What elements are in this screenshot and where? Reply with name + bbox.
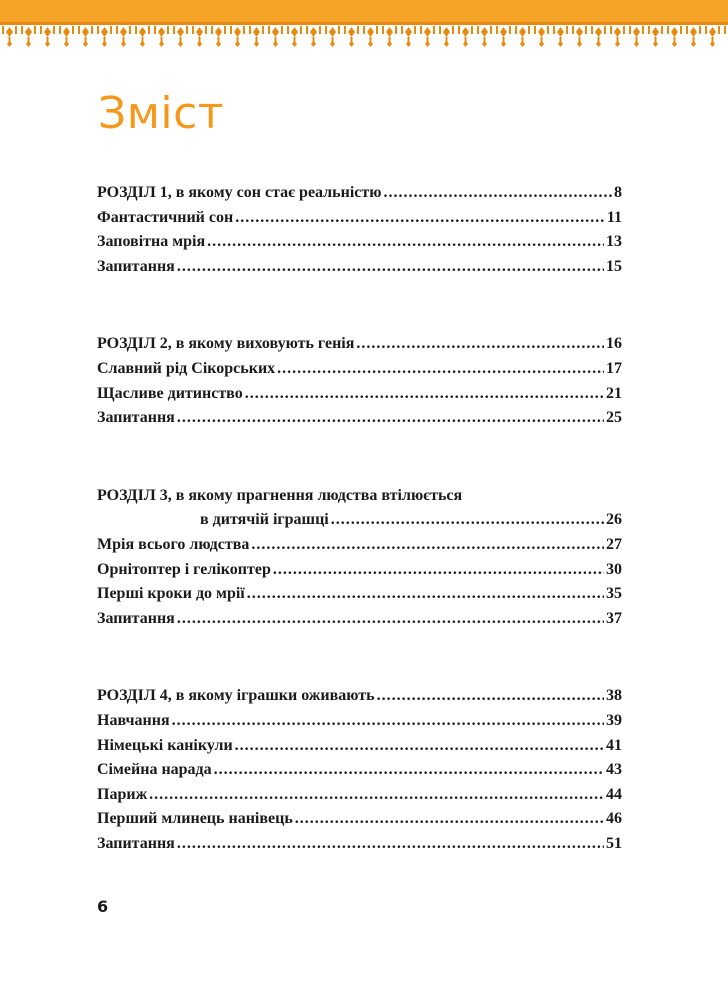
ornament-motif [456,22,475,50]
dot-leader [177,835,604,853]
dot-leader [177,258,604,276]
ornament-motif [380,22,399,50]
toc-entry-title: Мрія всього людства [97,535,250,553]
toc-entry-title: Німецькі канікули [97,736,233,754]
toc-entry[interactable] [97,385,622,410]
toc-entry-page: 16 [606,335,622,353]
toc-entry-page: 11 [606,208,622,226]
toc-entry[interactable] [97,786,622,811]
ornament-motif [399,22,418,50]
toc-entry-page: 13 [606,233,622,251]
ornament-motif [190,22,209,50]
dot-leader [377,687,604,705]
toc-entry[interactable] [97,712,622,737]
ornament-motif [209,22,228,50]
toc-entry[interactable] [97,233,622,258]
toc-entry-page: 38 [606,687,622,705]
toc-entry[interactable] [97,761,622,786]
ornament-motif [304,22,323,50]
toc-entry-page: 46 [606,810,622,828]
dot-leader [235,737,604,755]
ornament-motif [247,22,266,50]
dot-leader [356,335,604,353]
toc-entry-title: Париж [97,785,148,803]
page-number: 6 [97,897,109,916]
toc-entry-page: 21 [606,384,622,402]
ornament-motif [665,22,684,50]
toc-entry-page: 44 [606,785,622,803]
ornament-motif [513,22,532,50]
toc-entry-page: 25 [606,409,622,427]
ornament-motif [76,22,95,50]
dot-leader [331,511,604,529]
toc-entry[interactable] [97,610,622,635]
ornament-motif [722,22,728,50]
toc-section-3 [97,487,622,635]
ornament-motif [494,22,513,50]
dot-leader [251,536,604,554]
ornament-motif [19,22,38,50]
toc-entry-title: Запитання [97,609,175,627]
toc-entry-title: Запитання [97,834,175,852]
toc-entry-title: Щасливе дитинство [97,384,243,402]
ornament-motif [570,22,589,50]
dot-leader [247,585,604,603]
ornament-motif [361,22,380,50]
toc-entry-title: в дитячій іграшці [200,511,329,529]
toc-entry-title: РОЗДІЛ 1, в якому сон стає реальністю [97,184,382,201]
toc-entry-page: 26 [606,511,622,529]
toc-section-4 [97,687,622,859]
dot-leader [172,712,604,730]
toc-entry[interactable] [97,511,622,536]
toc-entry-page: 15 [606,257,622,275]
decorative-top-band [0,0,728,22]
toc-entry[interactable] [97,835,622,860]
toc-entry[interactable] [97,737,622,762]
dot-leader [149,786,604,804]
ornament-motif [228,22,247,50]
toc-entry-page: 37 [606,609,622,627]
toc-section-1 [97,184,622,282]
dot-leader [245,385,604,403]
toc-entry-page: 17 [606,359,622,377]
ornament-motif [95,22,114,50]
toc-entry-title: Запитання [97,409,175,427]
dot-leader [235,209,605,227]
toc-entry-page: 43 [606,761,622,779]
ornament-motif [627,22,646,50]
ornament-motif [703,22,722,50]
toc-entry-title: Перші кроки до мрії [97,585,245,603]
dot-leader [295,810,604,828]
toc-entry[interactable] [97,536,622,561]
ornament-motif [532,22,551,50]
dot-leader [273,561,604,579]
dot-leader [207,233,604,251]
ornament-motif [38,22,57,50]
toc-entry[interactable] [97,409,622,434]
dot-leader [177,610,604,628]
ornament-motif [684,22,703,50]
ornament-motif [608,22,627,50]
toc-entry[interactable] [97,360,622,385]
toc-section-2 [97,335,622,433]
toc-entry-title: Навчання [97,711,170,729]
ornament-motif [551,22,570,50]
ornament-motif [0,22,19,50]
toc-entry-page: 8 [614,184,622,201]
toc-entry[interactable] [97,585,622,610]
toc-entry-page: 30 [606,560,622,578]
dot-leader [277,360,604,378]
toc-entry-title: Сімейна нарада [97,761,212,779]
ornament-motif [437,22,456,50]
ornament-motif [57,22,76,50]
table-of-contents [97,184,622,859]
toc-entry-title: Орнітоптер і гелікоптер [97,560,271,578]
toc-entry[interactable] [97,810,622,835]
toc-entry-page: 39 [606,711,622,729]
dot-leader [383,184,612,202]
ornament-motif [323,22,342,50]
ornament-motif [133,22,152,50]
dot-leader [177,409,604,427]
toc-entry-page: 41 [606,736,622,754]
toc-entry[interactable] [97,209,622,234]
ornament-motif [589,22,608,50]
toc-entry-title: Запитання [97,257,175,275]
embroidery-ornament-border [0,22,728,50]
dot-leader [214,761,604,779]
ornament-motif [285,22,304,50]
toc-chapter-heading[interactable]: РОЗДІЛ 3, в якому прагнення людства втілюється [97,486,463,504]
ornament-motif [418,22,437,50]
toc-entry[interactable] [97,561,622,586]
toc-entry-page: 27 [606,535,622,553]
ornament-motif [152,22,171,50]
toc-entry[interactable] [97,184,622,209]
toc-entry-title: Перший млинець нанівець [97,810,293,828]
ornament-motif [171,22,190,50]
ornament-motif [114,22,133,50]
toc-entry[interactable] [97,258,622,283]
toc-entry[interactable] [97,335,622,360]
toc-entry-title: Заповітна мрія [97,233,206,251]
toc-entry-page: 51 [606,834,622,852]
toc-entry-title: РОЗДІЛ 2, в якому виховують генія [97,335,355,353]
toc-entry[interactable] [97,687,622,712]
ornament-motif [342,22,361,50]
toc-entry-title: Славний рід Сікорських [97,359,276,377]
toc-entry-title: Фантастичний сон [97,208,234,226]
toc-entry-page: 35 [606,585,622,603]
page-title: Зміст [98,88,224,139]
toc-entry-title: РОЗДІЛ 4, в якому іграшки оживають [97,687,375,705]
ornament-motif [475,22,494,50]
ornament-motif [646,22,665,50]
ornament-motif [266,22,285,50]
